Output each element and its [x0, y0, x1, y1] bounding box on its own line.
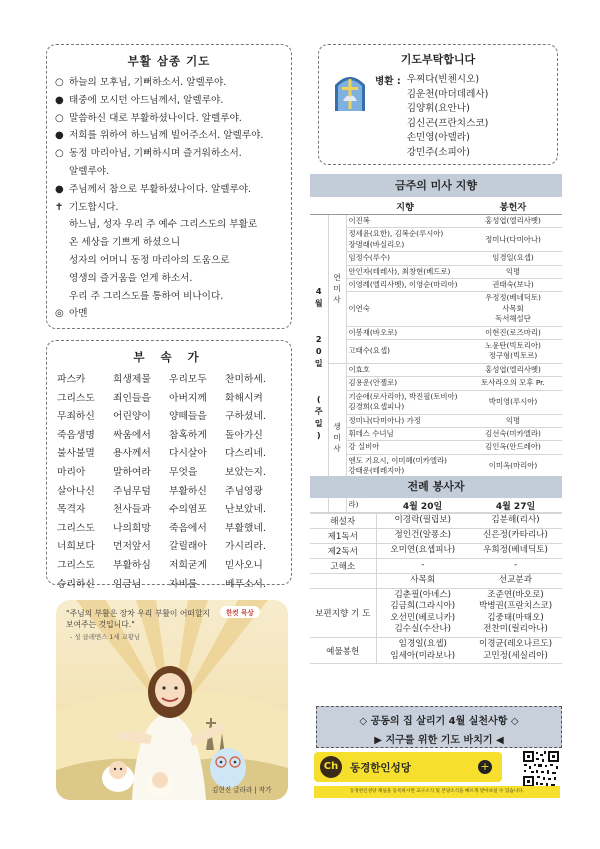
- prayer-line-mark: [55, 252, 69, 270]
- server-name: 고민정(세실리아): [483, 650, 548, 661]
- sequence-phrase: 마리아: [57, 466, 86, 478]
- prayer-request-box: [318, 44, 558, 165]
- intention-line: 김용운(안젤로): [348, 378, 398, 388]
- sequence-phrase: 수의염포: [169, 504, 207, 516]
- patient-name: 김운천(마더데레사): [406, 88, 489, 100]
- illustration-credit: 김현진 글라라 | 작가: [212, 786, 272, 794]
- mass-row: [310, 340, 562, 364]
- servers-row: [310, 637, 562, 663]
- servers-names: [469, 637, 562, 663]
- mass-row: [310, 326, 562, 339]
- sequence-row: [57, 520, 281, 539]
- prayer-line-text: 알렐루야.: [69, 165, 110, 177]
- sequence-phrase: 그리스도: [57, 392, 95, 404]
- prayer-line-mark: [55, 288, 69, 306]
- server-name: 임세아(미라보나): [390, 650, 456, 661]
- common-home-action: ▶ 지구를 위한 기도 바치기 ◀: [374, 735, 504, 746]
- servers-row: [310, 559, 562, 574]
- donor-line: 익명: [505, 415, 521, 425]
- server-name: 김금희(그라시아): [390, 601, 456, 612]
- mass-row: [310, 215, 562, 228]
- mass-intention: [346, 326, 464, 339]
- patient-name: 손민영(아델라): [406, 132, 470, 144]
- mass-donor: [464, 454, 562, 478]
- risen-christ-illustration: [56, 600, 288, 800]
- prayer-line-mark: [55, 163, 69, 181]
- mass-intention: [346, 414, 464, 427]
- sequence-phrase: 너희보다: [57, 541, 95, 553]
- donor-line: 박미영(루시아): [488, 396, 538, 406]
- sequence-phrase: 양떼들을: [169, 411, 207, 423]
- prayer-line-text: 기도합시다.: [69, 201, 119, 213]
- prayer-line: [55, 216, 283, 234]
- sequence-phrase: 참혹하게: [169, 429, 207, 441]
- servers-role: [310, 574, 376, 589]
- sequence-phrase: 승리하신: [57, 578, 95, 590]
- prayer-line-text: 주님께서 참으로 부활하셨나이다. 알렐루야.: [69, 183, 252, 195]
- stained-glass-window-icon: [333, 71, 367, 111]
- mass-intention: [346, 228, 464, 252]
- mass-row: [310, 228, 562, 252]
- intention-line: 이효호: [348, 364, 370, 374]
- mass-donor: [464, 363, 562, 376]
- donor-line: 홍성엽(엘리사벳): [485, 216, 541, 225]
- sequence-phrase: 아버지께: [169, 392, 207, 404]
- sequence-phrase: 부활했네.: [225, 522, 266, 534]
- prayer-line-text: 하느님, 성자 우리 주 예수 그리스도의 부활로: [69, 219, 258, 231]
- sequence-phrase: 살아나신: [57, 485, 95, 497]
- sequence-row: [57, 464, 281, 483]
- sequence-title: 부 속 가: [133, 350, 205, 364]
- intention-line: 기순애(로사리아), 박진필(토비아): [348, 391, 458, 401]
- mass-intention: [346, 427, 464, 440]
- sequence-phrase: 구하셨네.: [225, 411, 266, 423]
- sequence-row: [57, 408, 281, 427]
- donor-line: 익명: [505, 266, 521, 276]
- donor-line: 이현진(로즈마리): [485, 327, 541, 337]
- sequence-phrase: 죄인들을: [113, 392, 151, 404]
- intention-line: 정미나(다미아나) 가정: [348, 415, 421, 425]
- sequence-phrase: 말하여라: [113, 466, 151, 478]
- liturgy-servers-table: [310, 498, 562, 664]
- servers-role: 제2독서: [310, 544, 376, 559]
- prayer-line-text: 동정 마리아님, 기뻐하시며 즐거워하소서.: [69, 148, 242, 160]
- sequence-phrase: 베푸소서.: [225, 578, 266, 590]
- mass-row: [310, 441, 562, 454]
- prayer-line-mark: ●: [55, 183, 64, 195]
- servers-names: [469, 529, 562, 544]
- donor-line: 권태숙(보나): [492, 280, 534, 290]
- sequence-phrase: 나의희망: [113, 522, 151, 534]
- servers-role: 고해소: [310, 559, 376, 574]
- sequence-phrase: 파스카: [57, 374, 86, 385]
- prayer-request-label: 병환 :: [375, 76, 401, 87]
- prayer-line: [55, 74, 283, 92]
- servers-names: [376, 574, 469, 589]
- sequence-phrase: 다스리네.: [225, 448, 266, 460]
- prayer-line: [55, 145, 283, 163]
- donor-line: 이미옥(마리아): [488, 460, 538, 470]
- mass-intention: [346, 279, 464, 292]
- servers-role: 예물봉헌: [310, 637, 376, 663]
- sequence-phrase: 죽음생명: [57, 429, 95, 441]
- mass-intention: [346, 441, 464, 454]
- mass-intention: [346, 454, 464, 478]
- sequence-row: [57, 576, 281, 595]
- intention-line: 장명래(바실리오): [348, 239, 405, 249]
- patient-name: 강민주(소피아): [406, 146, 470, 158]
- mass-row: [310, 265, 562, 278]
- mass-row: [310, 363, 562, 376]
- intention-line: 이봉재(바오로): [348, 327, 398, 337]
- donor-line: 김인옥(안드레아): [485, 442, 541, 452]
- prayer-line-mark: ○: [55, 112, 64, 124]
- liturgy-servers-title: 전례 봉사자: [310, 476, 562, 498]
- servers-names: [469, 559, 562, 574]
- easter-prayer-lines: [55, 74, 283, 323]
- sequence-row: [57, 557, 281, 576]
- illustration-source: - 성 클레멘스 1세 교황님: [70, 633, 141, 641]
- sequence-phrase: 용사께서: [113, 448, 151, 460]
- server-name: 사목회: [410, 575, 436, 585]
- prayer-line-mark: ○: [55, 148, 64, 160]
- prayer-line-mark: ○: [55, 77, 64, 88]
- intention-line: 이연숙: [348, 303, 370, 313]
- donor-line: 홍성엽(엘리사벳): [485, 364, 541, 374]
- illustration-badge: 한컷 묵상: [220, 606, 260, 618]
- sequence-phrase: 목격자: [57, 504, 86, 516]
- mass-intention: [346, 265, 464, 278]
- mass-intention: [346, 292, 464, 326]
- mass-row: [310, 427, 562, 440]
- prayer-line-mark: [55, 234, 69, 252]
- mass-header-intention: 지향: [346, 198, 464, 215]
- mass-row: [310, 279, 562, 292]
- sequence-phrase: 죽음에서: [169, 522, 207, 534]
- servers-role: 제1독서: [310, 529, 376, 544]
- sequence-phrase: 어린양이: [113, 411, 151, 423]
- sequence-phrase: 우리모두: [169, 374, 207, 385]
- intention-line: 안인자(테레사), 최창현(베드로): [348, 266, 451, 276]
- servers-row: [310, 588, 562, 637]
- kakao-channel-icon: Ch: [320, 756, 342, 778]
- prayer-line: [55, 199, 283, 217]
- sequence-phrase: 보았는지.: [225, 466, 266, 478]
- mass-group: 연 미 사: [328, 215, 346, 364]
- sequence-phrase: 무엇을: [169, 466, 198, 478]
- mass-row: [310, 454, 562, 478]
- server-name: 정인건(알퐁소): [394, 530, 451, 541]
- mass-donor: [464, 377, 562, 390]
- mass-row: [310, 292, 562, 326]
- illustration-art: [56, 600, 288, 800]
- prayer-line: [55, 110, 283, 128]
- mass-donor: [464, 252, 562, 265]
- mass-donor: [464, 326, 562, 339]
- mass-donor: [464, 414, 562, 427]
- sequence-box: [46, 340, 292, 590]
- sequence-phrase: 싸움에서: [113, 429, 151, 441]
- donor-line: 정구형(빅토르): [488, 351, 538, 361]
- patient-name: 우찌다(빈첸시오): [406, 74, 480, 85]
- servers-names: [469, 574, 562, 589]
- prayer-line: [55, 181, 283, 199]
- server-name: 우희정(베네딕토): [483, 545, 548, 556]
- patient-name: 김양휘(요안나): [406, 103, 470, 115]
- mass-donor: [464, 427, 562, 440]
- intention-line: 정세윤(요한), 김복순(루시아): [348, 229, 444, 239]
- prayer-line-mark: [55, 270, 69, 288]
- kakao-channel-banner: [314, 750, 560, 800]
- sequence-phrase: 자비를: [169, 578, 198, 590]
- common-home-banner: [316, 706, 562, 748]
- donor-line: 임경일(요셉): [492, 253, 534, 263]
- mass-date: 4 월 2 0 일 ( 주 일 ): [310, 215, 328, 513]
- prayer-request-names: [407, 73, 489, 161]
- intention-line: 김경희(요셉피나): [348, 402, 405, 412]
- prayer-line: [55, 305, 283, 323]
- mass-intention: [346, 363, 464, 376]
- server-name: 임경일(요셉): [398, 638, 447, 649]
- prayer-line-text: 저희를 위하여 하느님께 빌어주소서. 알렐루야.: [69, 130, 264, 142]
- easter-prayer-title: 부활 삼종 기도: [127, 54, 211, 68]
- servers-row: [310, 574, 562, 589]
- mass-row: [310, 377, 562, 390]
- intention-line: 임정수(루수): [348, 253, 390, 263]
- prayer-line-text: 태중에 모시던 아드님께서, 알렐루야.: [69, 94, 224, 106]
- sequence-phrase: 찬미하세.: [225, 374, 266, 385]
- prayer-line: [55, 234, 283, 252]
- mass-intention: [346, 215, 464, 228]
- sequence-phrase: 천사들과: [113, 504, 151, 516]
- prayer-line-mark: ✝: [55, 201, 64, 213]
- server-name: 이경락(필립보): [394, 515, 451, 526]
- prayer-line-text: 우리 주 그리스도를 통하여 비나이다.: [69, 290, 224, 302]
- donor-line: 우정정(베네딕토): [485, 293, 541, 303]
- sequence-row: [57, 371, 281, 390]
- mass-donor: [464, 441, 562, 454]
- sequence-phrase: 화해시켜: [225, 392, 263, 404]
- mass-intention: [346, 390, 464, 414]
- donor-line: 김선숙(미카엘라): [485, 428, 541, 438]
- kakao-footer-text: 동경한인성당 채널을 등록하시면 교구소식 및 본당소식을 빠르게 받아보실 수 있습니다.: [314, 786, 560, 798]
- prayer-line-mark: ◎: [55, 308, 64, 320]
- sequence-phrase: 임금님: [113, 578, 142, 590]
- prayer-line-text: 말씀하신 대로 부활하셨나이다. 알렐루야.: [69, 112, 242, 124]
- server-name: 오선민(베로니카): [390, 612, 456, 623]
- illustration-quote: "주님의 부활은 장차 우리 부활이 어떠할지 보여주는 것입니다.": [66, 609, 211, 629]
- server-name: 박병권(프란치스코): [478, 601, 553, 612]
- sequence-phrase: 난보았네.: [225, 504, 266, 516]
- mass-row: [310, 252, 562, 265]
- prayer-line: [55, 92, 283, 110]
- server-name: 조준연(바오로): [487, 589, 544, 600]
- server-name: 전찬미(릴리아나): [483, 624, 548, 635]
- sequence-phrase: 주님무덤: [113, 485, 151, 497]
- prayer-line-text: 영생의 즐거움을 얻게 하소서.: [69, 272, 193, 284]
- servers-row: [310, 514, 562, 529]
- donor-line: 정미나(다미아나): [485, 234, 541, 244]
- mass-donor: [464, 265, 562, 278]
- server-name: 선교분과: [498, 575, 533, 585]
- server-name: 김춘필(아녜스): [394, 589, 451, 600]
- sequence-phrase: 무죄하신: [57, 411, 95, 423]
- prayer-line-text: 성자의 어머니 동정 마리아의 도움으로: [69, 254, 230, 266]
- mass-donor: [464, 215, 562, 228]
- servers-names: [376, 559, 469, 574]
- add-channel-icon[interactable]: +: [478, 760, 492, 774]
- donor-line: 사목회: [502, 303, 524, 313]
- prayer-line-text: 온 세상을 기쁘게 하셨으니: [69, 237, 181, 249]
- sequence-row: [57, 445, 281, 464]
- sequence-phrase: 믿사오니: [225, 559, 263, 571]
- mass-row: [310, 390, 562, 414]
- servers-row: [310, 529, 562, 544]
- server-name: 김분해(리사): [491, 515, 540, 526]
- intention-line: 휘데스 수녀님: [348, 428, 394, 438]
- servers-header-week2: 4월 27일: [469, 498, 562, 514]
- intention-line: 고태수(요셉): [348, 346, 390, 356]
- sequence-phrase: 주님영광: [225, 485, 263, 497]
- prayer-request-title: 기도부탁합니다: [400, 53, 476, 66]
- donor-line: 토사라오의 모후 Pr.: [481, 378, 545, 388]
- servers-names: [469, 544, 562, 559]
- donor-line: 노윤탄(빅토리아): [485, 341, 541, 351]
- sequence-phrase: 그리스도: [57, 559, 95, 571]
- servers-names: [376, 544, 469, 559]
- sequence-phrase: 불사불멸: [57, 448, 95, 460]
- prayer-line: [55, 127, 283, 145]
- intention-line: 라): [348, 500, 359, 510]
- prayer-line: [55, 163, 283, 181]
- mass-donor: [464, 340, 562, 364]
- intention-line: 강 실비아: [348, 442, 380, 452]
- easter-prayer-box: [46, 44, 292, 329]
- sequence-phrase: 그리스도: [57, 522, 95, 534]
- mass-group: 생 미 사: [328, 363, 346, 512]
- kakao-channel-name: 동경한인성당: [350, 761, 411, 774]
- mass-intention: [346, 377, 464, 390]
- kakao-channel-button[interactable]: [314, 752, 502, 782]
- server-name: 김중태(마태오): [487, 612, 544, 623]
- server-name: -: [421, 560, 425, 571]
- server-name: 이경균(레오나르도): [478, 638, 553, 649]
- common-home-title: ◇ 공동의 집 살리기 4월 실천사항 ◇: [359, 716, 519, 727]
- servers-names: [376, 514, 469, 529]
- patient-name: 김신곤(프란치스코): [406, 117, 489, 129]
- prayer-line-mark: ●: [55, 130, 64, 142]
- server-name: -: [513, 560, 518, 571]
- servers-names: [469, 514, 562, 529]
- donor-line: 독서해설단: [495, 314, 531, 324]
- server-name: 오미연(요셉피나): [390, 545, 456, 556]
- sequence-phrase: 부활하신: [169, 485, 207, 497]
- server-name: 신은정(카타리나): [483, 530, 548, 541]
- mass-row: [310, 414, 562, 427]
- sequence-phrase: 돌아가신: [225, 429, 263, 441]
- sequence-row: [57, 483, 281, 502]
- mass-donor: [464, 279, 562, 292]
- sequence-phrase: 먼저앞서: [113, 541, 151, 553]
- mass-donor: [464, 292, 562, 326]
- sequence-phrase: 다시살아: [169, 448, 207, 460]
- servers-header-blank: [310, 498, 376, 514]
- servers-role: 해설자: [310, 514, 376, 529]
- prayer-line-mark: [55, 216, 69, 234]
- mass-intention: [346, 252, 464, 265]
- servers-names: [376, 637, 469, 663]
- servers-header-week1: 4월 20일: [376, 498, 469, 514]
- intention-line: 강태운(테레지아): [348, 466, 405, 476]
- sequence-row: [57, 390, 281, 409]
- mass-intention: [346, 340, 464, 364]
- prayer-line: [55, 288, 283, 306]
- sequence-phrase: 희생제물: [113, 374, 151, 385]
- prayer-line-text: 아멘: [69, 308, 88, 320]
- sequence-row: [57, 427, 281, 446]
- mass-donor: [464, 390, 562, 414]
- prayer-line: [55, 270, 283, 288]
- mass-header-donor: 봉헌자: [464, 198, 562, 215]
- sequence-rows: [57, 371, 281, 594]
- server-name: 김수실(수산나): [394, 624, 451, 635]
- sequence-phrase: 부활하심: [113, 559, 151, 571]
- mass-intentions-table: [310, 198, 562, 513]
- servers-role: 보편지향 기 도: [310, 588, 376, 637]
- mass-header-blank: [310, 198, 346, 215]
- sequence-phrase: 가시리라.: [225, 541, 266, 553]
- servers-names: [376, 529, 469, 544]
- prayer-line-mark: ●: [55, 94, 64, 106]
- mass-intentions-title: 금주의 미사 지향: [310, 174, 562, 197]
- sequence-row: [57, 538, 281, 557]
- intention-line: 엔도 기요시, 이미혜(미카엘라): [348, 455, 447, 465]
- servers-names: [376, 588, 469, 637]
- sequence-row: [57, 501, 281, 520]
- mass-donor: [464, 228, 562, 252]
- prayer-line: [55, 252, 283, 270]
- intention-line: 이영례(엘리사벳), 이영순(마리아): [348, 280, 458, 290]
- sequence-phrase: 갈릴래아: [169, 541, 207, 553]
- prayer-line-text: 하늘의 모후님, 기뻐하소서. 알렐루야.: [69, 77, 227, 88]
- servers-row: [310, 544, 562, 559]
- servers-names: [469, 588, 562, 637]
- intention-line: 이진복: [348, 216, 370, 225]
- qr-code-icon[interactable]: [522, 750, 560, 788]
- sequence-phrase: 저희굳게: [169, 559, 207, 571]
